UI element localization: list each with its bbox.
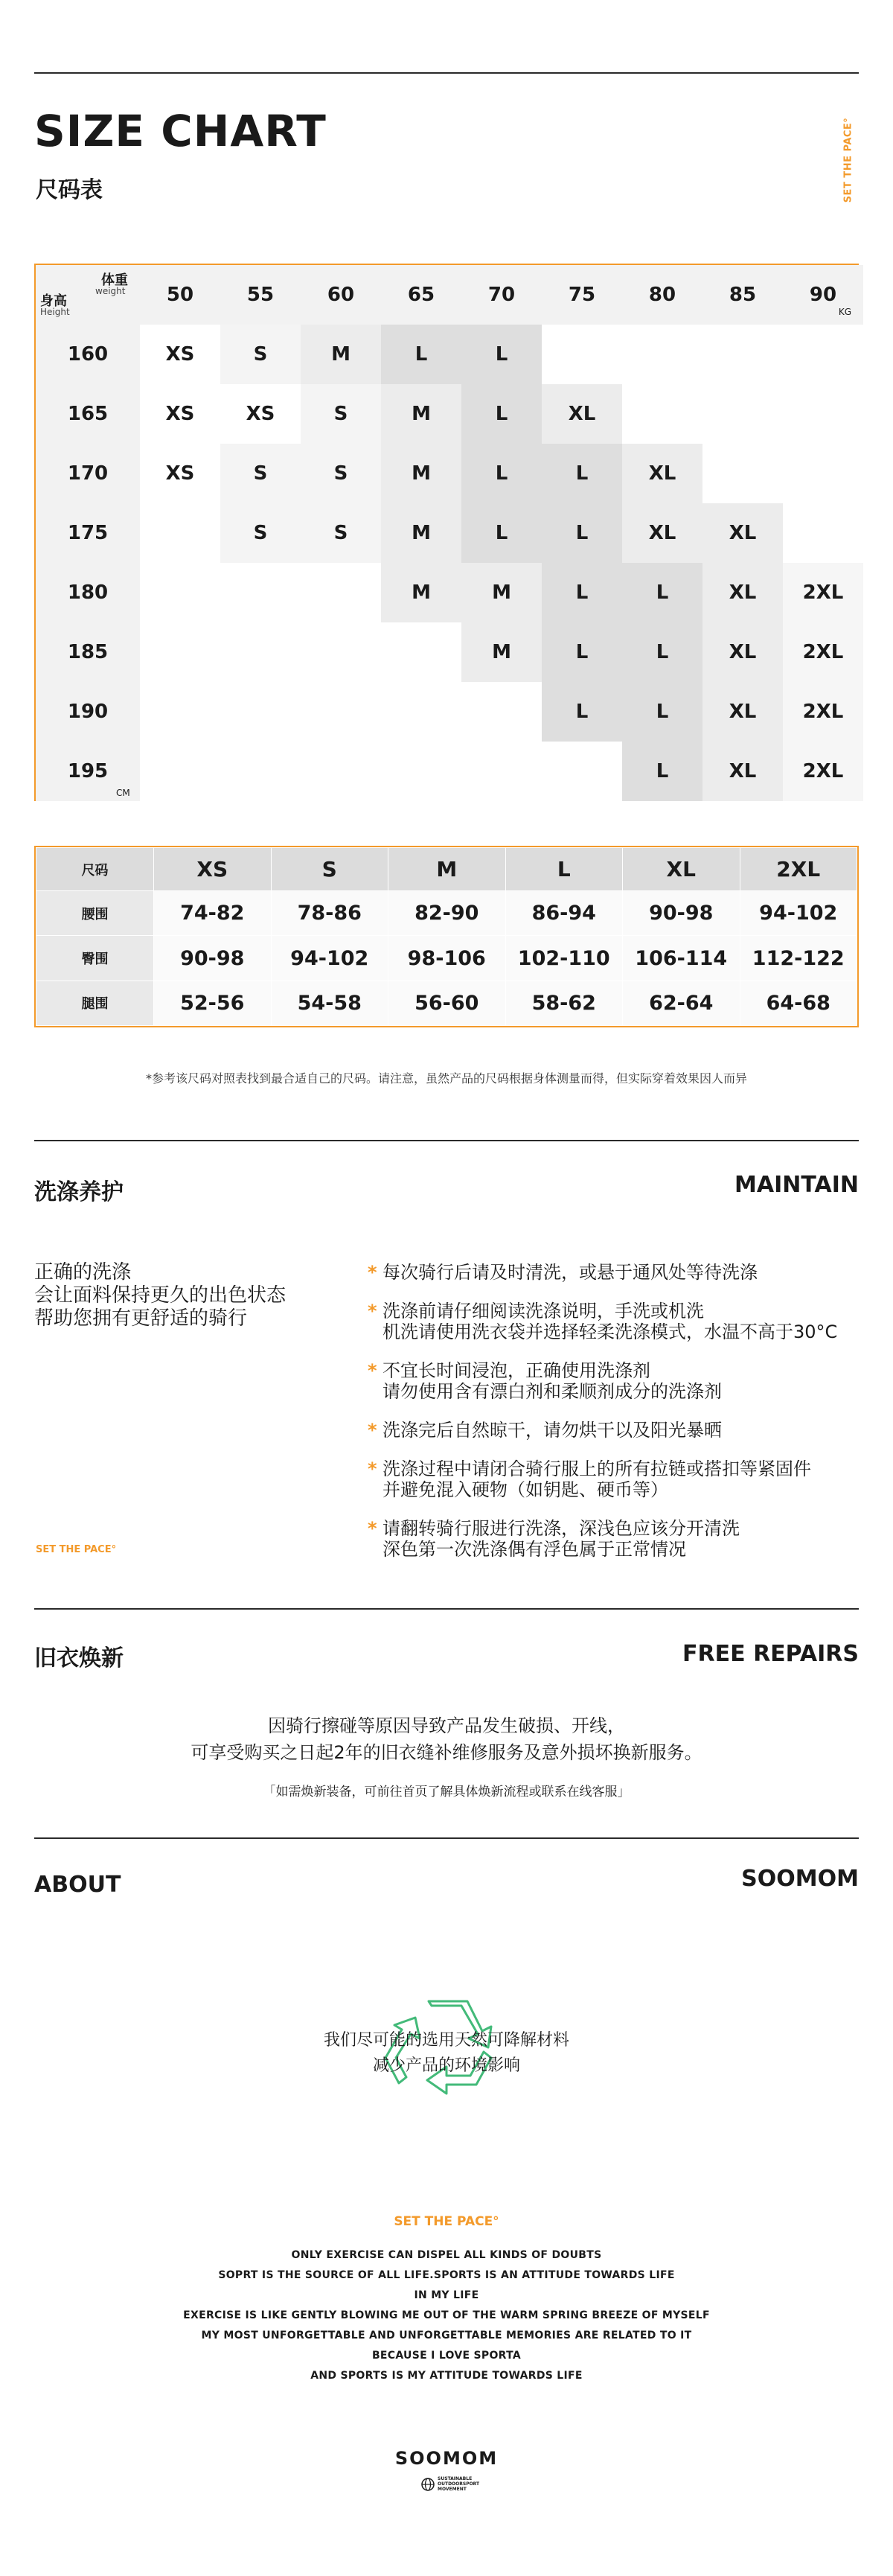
size-cell: M — [381, 384, 461, 444]
size-cell — [622, 384, 702, 444]
asterisk-icon: * — [368, 1360, 377, 1381]
asterisk-icon: * — [368, 1301, 377, 1322]
maintain-intro-line: 正确的洗涤 — [34, 1261, 132, 1284]
table-row — [36, 936, 857, 981]
footer-logo: SOOMOM — [394, 2448, 499, 2469]
size-cell: XL — [702, 742, 783, 801]
measurement-table — [34, 846, 859, 1027]
care-tip-line: 请勿使用含有漂白剂和柔顺剂成分的洗涤剂 — [383, 1381, 722, 1402]
weight-label: 体重 — [101, 272, 128, 288]
measure-value: 62-64 — [623, 981, 740, 1025]
asterisk-icon: * — [368, 1518, 377, 1539]
repairs-line: 可享受购买之日起2年的旧衣缝补维修服务及意外损坏换新服务。 — [191, 1742, 702, 1763]
size-cell — [622, 325, 702, 384]
care-tip — [368, 1458, 859, 1500]
matrix-corner — [36, 265, 140, 325]
size-cell — [542, 325, 622, 384]
about-brand: SOOMOM — [741, 1866, 859, 1892]
height-unit: CM — [116, 788, 130, 798]
measure-value: 106-114 — [623, 936, 740, 981]
height-row-header: 195 — [36, 742, 140, 801]
manifesto-line: MY MOST UNFORGETTABLE AND UNFORGETTABLE MEMORIES ARE RELATED TO IT — [201, 2330, 692, 2341]
height-label: 身高 — [40, 293, 67, 309]
height-row-header: 170 — [36, 444, 140, 503]
measure-value: 98-106 — [388, 936, 506, 981]
table-row — [36, 891, 857, 936]
repairs-description — [0, 1712, 893, 1766]
size-cell: XS — [140, 384, 220, 444]
size-cell — [461, 682, 542, 742]
size-note: *参考该尺码对照表找到最合适自己的尺码。请注意，虽然产品的尺码根据身体测量而得，但实际穿着效果因人而异 — [145, 1071, 747, 1085]
page-title: SIZE CHART — [34, 106, 327, 156]
care-tip-line: 洗涤完后自然晾干，请勿烘干以及阳光暴晒 — [383, 1420, 722, 1441]
height-label-en: Height — [40, 307, 70, 317]
care-tips-list — [368, 1262, 859, 1578]
size-cell: 2XL — [783, 682, 863, 742]
size-cell: XS — [140, 444, 220, 503]
measure-value: 58-62 — [505, 981, 623, 1025]
table-row — [36, 981, 857, 1025]
size-cell: S — [301, 384, 381, 444]
weight-unit: KG — [838, 307, 851, 317]
weight-column-header: 90 — [783, 265, 863, 325]
size-column-header: XL — [623, 848, 740, 891]
size-cell: L — [542, 444, 622, 503]
set-the-pace-tag: SET THE PACE° — [842, 117, 854, 203]
measure-value: 94-102 — [271, 936, 388, 981]
size-cell: S — [220, 444, 301, 503]
size-cell — [381, 742, 461, 801]
weight-column-header: 80 — [622, 265, 702, 325]
measure-value: 82-90 — [388, 891, 506, 936]
measure-value: 54-58 — [271, 981, 388, 1025]
care-tip — [368, 1420, 859, 1441]
size-cell — [140, 563, 220, 622]
size-cell — [140, 742, 220, 801]
weight-column-header: 60 — [301, 265, 381, 325]
size-cell — [542, 742, 622, 801]
care-tip-line: 机洗请使用洗衣袋并选择轻柔洗涤模式，水温不高于30°C — [383, 1322, 838, 1342]
size-cell — [301, 563, 381, 622]
size-cell: L — [542, 563, 622, 622]
size-cell — [381, 622, 461, 682]
maintain-title-en: MAINTAIN — [734, 1172, 859, 1198]
repairs-note: 「如需焕新装备，可前往首页了解具体焕新流程或联系在线客服」 — [263, 1785, 630, 1799]
size-cell — [220, 742, 301, 801]
measure-label: 腰围 — [36, 891, 154, 936]
height-row-header: 180 — [36, 563, 140, 622]
maintain-intro — [34, 1261, 286, 1330]
weight-label-en: weight — [95, 286, 126, 296]
size-cell: 2XL — [783, 742, 863, 801]
about-divider — [34, 1837, 859, 1839]
size-cell: L — [461, 444, 542, 503]
size-cell: M — [381, 563, 461, 622]
measure-value: 52-56 — [154, 981, 272, 1025]
measure-label: 腿围 — [36, 981, 154, 1025]
size-cell — [783, 444, 863, 503]
measure-value: 90-98 — [154, 936, 272, 981]
about-title: ABOUT — [34, 1872, 121, 1898]
size-cell: M — [461, 563, 542, 622]
size-cell: L — [542, 503, 622, 563]
size-cell: L — [622, 682, 702, 742]
size-cell — [702, 384, 783, 444]
asterisk-icon: * — [368, 1420, 377, 1441]
size-cell — [702, 325, 783, 384]
size-cell: M — [381, 503, 461, 563]
size-cell — [783, 325, 863, 384]
size-cell: XS — [140, 325, 220, 384]
size-column-header: S — [271, 848, 388, 891]
care-tip — [368, 1518, 859, 1560]
size-cell — [220, 682, 301, 742]
measure-value: 112-122 — [740, 936, 857, 981]
measure-value: 74-82 — [154, 891, 272, 936]
height-row-header: 190 — [36, 682, 140, 742]
size-cell: XL — [702, 503, 783, 563]
set-the-pace-tag: SET THE PACE° — [394, 2214, 499, 2229]
size-cell — [461, 742, 542, 801]
size-cell — [220, 622, 301, 682]
weight-column-header: 50 — [140, 265, 220, 325]
size-cell: L — [622, 742, 702, 801]
page-subtitle: 尺码表 — [36, 177, 103, 203]
maintain-divider — [34, 1140, 859, 1141]
manifesto-line: ONLY EXERCISE CAN DISPEL ALL KINDS OF DOUBTS — [291, 2249, 602, 2261]
size-cell: XL — [622, 444, 702, 503]
measure-value: 94-102 — [740, 891, 857, 936]
manifesto-line: EXERCISE IS LIKE GENTLY BLOWING ME OUT OF THE WARM SPRING BREEZE OF MYSELF — [183, 2309, 710, 2321]
maintain-title-cn: 洗涤养护 — [34, 1179, 124, 1205]
weight-column-header: 70 — [461, 265, 542, 325]
about-line: 减少产品的环境影响 — [372, 2056, 520, 2075]
care-tip-line: 并避免混入硬物（如钥匙、硬币等） — [383, 1479, 668, 1500]
height-row-header: 160 — [36, 325, 140, 384]
care-tip-line: 深色第一次洗涤偶有浮色属于正常情况 — [383, 1539, 686, 1560]
maintain-intro-line: 会让面料保持更久的出色状态 — [34, 1284, 287, 1307]
repairs-line: 因骑行擦碰等原因导致产品发生破损、开线， — [268, 1715, 625, 1736]
size-cell: S — [220, 325, 301, 384]
size-cell — [220, 563, 301, 622]
care-tip-line: 请翻转骑行服进行洗涤，深浅色应该分开清洗 — [383, 1518, 740, 1539]
manifesto — [0, 2245, 893, 2386]
size-cell: XS — [220, 384, 301, 444]
size-column-header: XS — [154, 848, 272, 891]
asterisk-icon: * — [368, 1262, 377, 1283]
size-cell: XL — [542, 384, 622, 444]
care-tip — [368, 1262, 859, 1283]
size-cell — [702, 444, 783, 503]
globe-icon — [421, 2478, 435, 2491]
size-cell: L — [461, 503, 542, 563]
size-cell: M — [461, 622, 542, 682]
footer-badge — [421, 2476, 481, 2494]
size-cell: S — [220, 503, 301, 563]
manifesto-line: AND SPORTS IS MY ATTITUDE TOWARDS LIFE — [310, 2370, 583, 2382]
height-row-header: 175 — [36, 503, 140, 563]
manifesto-line: BECAUSE I LOVE SPORTA — [371, 2350, 522, 2362]
about-description — [0, 2028, 893, 2079]
size-cell — [381, 682, 461, 742]
size-cell — [140, 622, 220, 682]
care-tip-line: 不宜长时间浸泡，正确使用洗涤剂 — [383, 1360, 650, 1381]
size-column-header: 2XL — [740, 848, 857, 891]
footer-badge-text: SUSTAINABLE OUTDOORSPORT MOVEMENT — [438, 2476, 480, 2492]
size-cell: 2XL — [783, 622, 863, 682]
height-row-header: 185 — [36, 622, 140, 682]
weight-column-header: 55 — [220, 265, 301, 325]
size-cell — [301, 682, 381, 742]
asterisk-icon: * — [368, 1458, 377, 1479]
height-row-header: 165 — [36, 384, 140, 444]
weight-column-header: 85 — [702, 265, 783, 325]
size-column-header: L — [505, 848, 623, 891]
size-cell: L — [622, 622, 702, 682]
manifesto-line: SOPRT IS THE SOURCE OF ALL LIFE.SPORTS IS AN ATTITUDE TOWARDS LIFE — [218, 2269, 675, 2281]
size-cell: L — [542, 682, 622, 742]
size-cell — [140, 503, 220, 563]
size-cell: L — [622, 563, 702, 622]
care-tip-line: 洗涤过程中请闭合骑行服上的所有拉链或搭扣等紧固件 — [383, 1458, 811, 1479]
measure-value: 86-94 — [505, 891, 623, 936]
size-cell: XL — [702, 622, 783, 682]
size-cell: M — [301, 325, 381, 384]
maintain-intro-line: 帮助您拥有更舒适的骑行 — [34, 1307, 248, 1330]
care-tip — [368, 1360, 859, 1402]
size-cell: L — [461, 384, 542, 444]
about-line: 我们尽可能的选用天然可降解材料 — [323, 2031, 569, 2050]
size-cell: 2XL — [783, 563, 863, 622]
size-matrix — [34, 264, 859, 801]
size-cell — [783, 503, 863, 563]
care-tip-line: 每次骑行后请及时清洗，或悬于通风处等待洗涤 — [383, 1262, 758, 1283]
measure-value: 64-68 — [740, 981, 857, 1025]
measure-value: 78-86 — [271, 891, 388, 936]
top-divider — [34, 72, 859, 74]
repairs-title-cn: 旧衣焕新 — [34, 1645, 124, 1671]
measure-value: 56-60 — [388, 981, 506, 1025]
care-tip-line: 洗涤前请仔细阅读洗涤说明，手洗或机洗 — [383, 1301, 704, 1322]
set-the-pace-tag: SET THE PACE° — [36, 1544, 117, 1555]
care-tip — [368, 1301, 859, 1342]
size-cell: XL — [702, 563, 783, 622]
repairs-divider — [34, 1608, 859, 1610]
size-cell — [783, 384, 863, 444]
size-cell — [301, 622, 381, 682]
manifesto-line: IN MY LIFE — [414, 2289, 479, 2301]
size-cell: L — [461, 325, 542, 384]
size-cell: S — [301, 503, 381, 563]
weight-column-header: 75 — [542, 265, 622, 325]
size-cell: XL — [702, 682, 783, 742]
size-cell — [140, 682, 220, 742]
repairs-title-en: FREE REPAIRS — [682, 1641, 859, 1667]
measure-value: 102-110 — [505, 936, 623, 981]
weight-column-header: 65 — [381, 265, 461, 325]
size-cell: S — [301, 444, 381, 503]
size-cell: L — [542, 622, 622, 682]
size-header-label: 尺码 — [36, 848, 154, 891]
size-cell: M — [381, 444, 461, 503]
size-column-header: M — [388, 848, 506, 891]
size-cell: XL — [622, 503, 702, 563]
size-cell: L — [381, 325, 461, 384]
size-cell — [301, 742, 381, 801]
measure-value: 90-98 — [623, 891, 740, 936]
measure-label: 臀围 — [36, 936, 154, 981]
